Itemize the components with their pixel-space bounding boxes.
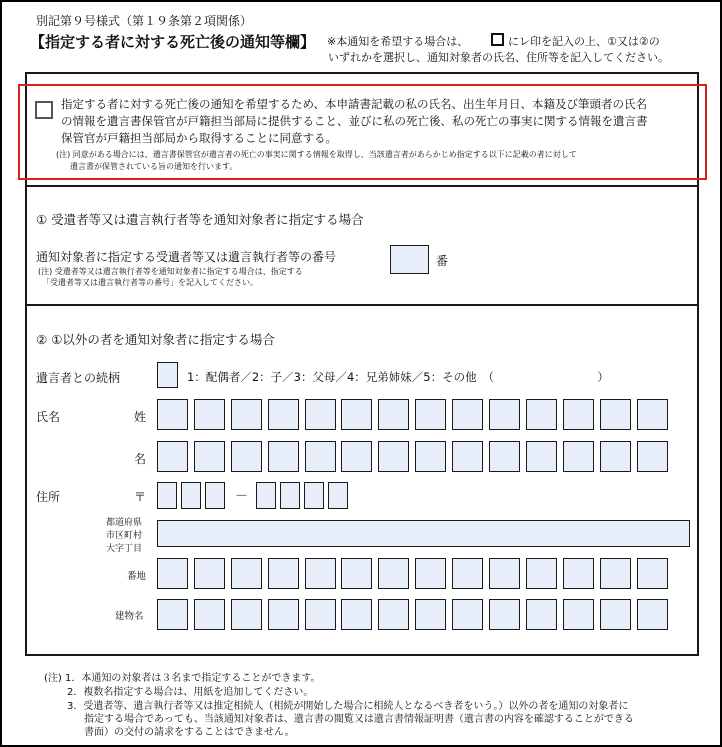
consent-note2: 遺言書が保管されている旨の通知を行います。 <box>70 162 238 171</box>
given-name-cell[interactable] <box>157 441 188 472</box>
banchi-cell[interactable] <box>600 558 631 589</box>
given-name-cell[interactable] <box>600 441 631 472</box>
consent-line1: 指定する者に対する死亡後の通知を希望するため、本申請書記載の私の氏名、出生年月日、本籍及び筆頭者の氏名 <box>61 97 648 111</box>
postal-cell[interactable] <box>256 482 276 509</box>
consent-line2: の情報を遺言書保管官が戸籍担当部局に提供すること、並びに私の死亡後、私の死亡の事実に関する情報を遺言書 <box>61 114 648 128</box>
postal-cell[interactable] <box>181 482 201 509</box>
building-cell[interactable] <box>341 599 372 630</box>
relation-options: 1：配偶者／2：子／3：父母／4：兄弟姉妹／5：その他 （ ） <box>187 370 609 384</box>
form-number: 別記第９号様式（第１９条第２項関係） <box>36 14 253 28</box>
surname-cell[interactable] <box>305 399 336 430</box>
surname-cell[interactable] <box>231 399 262 430</box>
banchi-cell[interactable] <box>452 558 483 589</box>
building-cell[interactable] <box>489 599 520 630</box>
postal-cell[interactable] <box>205 482 225 509</box>
section-2-heading: ② ①以外の者を通知対象者に指定する場合 <box>36 332 275 347</box>
footer-note-3a: 3．受遺者等、遺言執行者等又は推定相続人（相続が開始した場合に相続人となるべき者をいう。）以外の者を通知の対象者に <box>67 701 629 712</box>
postal-dash: － <box>235 489 249 504</box>
banchi-cell[interactable] <box>268 558 299 589</box>
banchi-cell[interactable] <box>378 558 409 589</box>
given-name-cell[interactable] <box>194 441 225 472</box>
city-label: 市区町村 <box>106 531 143 541</box>
surname-cell[interactable] <box>157 399 188 430</box>
given-name-cell[interactable] <box>415 441 446 472</box>
building-cell[interactable] <box>231 599 262 630</box>
banchi-cell[interactable] <box>305 558 336 589</box>
building-cell[interactable] <box>600 599 631 630</box>
name-label: 氏名 <box>36 410 61 424</box>
pref-label: 都道府県 <box>106 518 143 528</box>
building-cell[interactable] <box>452 599 483 630</box>
surname-cells <box>157 399 668 430</box>
footer-note-3b: 指定する場合であっても、当該通知対象者は、遺言書の閲覧又は遺言書情報証明書（遺言書の内容を確認することができる <box>84 714 634 725</box>
given-name-cell[interactable] <box>452 441 483 472</box>
building-cell[interactable] <box>194 599 225 630</box>
relation-code-field[interactable] <box>157 362 178 388</box>
postal-mark: 〒 <box>134 490 147 504</box>
given-name-cell[interactable] <box>637 441 668 472</box>
sample-checkbox-icon <box>491 33 504 46</box>
postal-cell[interactable] <box>280 482 300 509</box>
surname-cell[interactable] <box>378 399 409 430</box>
building-cell[interactable] <box>305 599 336 630</box>
building-cell[interactable] <box>378 599 409 630</box>
district-label: 大字丁目 <box>106 544 143 554</box>
banchi-cell[interactable] <box>157 558 188 589</box>
recipient-number-field[interactable] <box>390 245 429 274</box>
address-field[interactable] <box>157 520 690 547</box>
banchi-cells <box>157 558 668 589</box>
banchi-cell[interactable] <box>637 558 668 589</box>
building-cell[interactable] <box>637 599 668 630</box>
surname-cell[interactable] <box>194 399 225 430</box>
banchi-cell[interactable] <box>341 558 372 589</box>
building-cell[interactable] <box>526 599 557 630</box>
building-cell[interactable] <box>268 599 299 630</box>
postal-cells-second <box>256 482 348 509</box>
address-label: 住所 <box>36 490 61 504</box>
instruction-line2: いずれかを選択し、通知対象者の氏名、住所等を記入してください。 <box>328 51 669 64</box>
given-name-label: 名 <box>134 452 147 466</box>
banchi-cell[interactable] <box>526 558 557 589</box>
building-label: 建物名 <box>115 611 144 622</box>
building-cell[interactable] <box>563 599 594 630</box>
surname-cell[interactable] <box>600 399 631 430</box>
postal-cells-first <box>157 482 225 509</box>
given-name-cells <box>157 441 668 472</box>
relation-label: 遺言者との続柄 <box>36 371 121 385</box>
surname-cell[interactable] <box>268 399 299 430</box>
instruction-b: にレ印を記入の上、①又は②の <box>508 35 660 48</box>
banchi-cell[interactable] <box>231 558 262 589</box>
given-name-cell[interactable] <box>305 441 336 472</box>
footer-note-2: 2．複数名指定する場合は、用紙を追加してください。 <box>67 687 314 698</box>
form-title: 【指定する者に対する死亡後の通知等欄】 <box>30 33 316 51</box>
consent-checkbox[interactable] <box>35 101 53 119</box>
consent-note1: (注) 同意がある場合には、遺言書保管官が遺言者の死亡の事実に関する情報を取得し、当該遺言者があらかじめ指定する以下に記載の者に対して <box>56 150 577 159</box>
surname-cell[interactable] <box>526 399 557 430</box>
given-name-cell[interactable] <box>526 441 557 472</box>
surname-cell[interactable] <box>637 399 668 430</box>
surname-cell[interactable] <box>452 399 483 430</box>
given-name-cell[interactable] <box>231 441 262 472</box>
given-name-cell[interactable] <box>563 441 594 472</box>
building-cell[interactable] <box>157 599 188 630</box>
banchi-cell[interactable] <box>194 558 225 589</box>
given-name-cell[interactable] <box>489 441 520 472</box>
footer-note-1: (注) 1．本通知の対象者は３名まで指定することができます。 <box>44 673 321 684</box>
surname-cell[interactable] <box>489 399 520 430</box>
surname-cell[interactable] <box>341 399 372 430</box>
section-1-note1: (注) 受遺者等又は遺言執行者等を通知対象者に指定する場合は、指定する <box>38 267 303 276</box>
postal-cell[interactable] <box>304 482 324 509</box>
surname-cell[interactable] <box>415 399 446 430</box>
banchi-cell[interactable] <box>489 558 520 589</box>
number-suffix: 番 <box>436 254 449 268</box>
surname-cell[interactable] <box>563 399 594 430</box>
given-name-cell[interactable] <box>268 441 299 472</box>
postal-cell[interactable] <box>157 482 177 509</box>
section-1-label: 通知対象者に指定する受遺者等又は遺言執行者等の番号 <box>36 250 337 264</box>
banchi-label: 番地 <box>127 571 147 582</box>
section-1-heading: ① 受遺者等又は遺言執行者等を通知対象者に指定する場合 <box>36 212 364 227</box>
banchi-cell[interactable] <box>415 558 446 589</box>
surname-label: 姓 <box>134 410 147 424</box>
building-cell[interactable] <box>415 599 446 630</box>
given-name-cell[interactable] <box>378 441 409 472</box>
building-cells <box>157 599 668 630</box>
given-name-cell[interactable] <box>341 441 372 472</box>
consent-line3: 保管官が戸籍担当部局から取得することに同意する。 <box>61 131 337 145</box>
postal-cell[interactable] <box>328 482 348 509</box>
banchi-cell[interactable] <box>563 558 594 589</box>
footer-note-3c: 書面）の交付の請求をすることはできません。 <box>84 727 295 738</box>
section-1-note2: 「受遺者等又は遺言執行者等の番号」を記入してください。 <box>42 278 258 287</box>
instruction-a: ※本通知を希望する場合は、 <box>327 35 469 48</box>
